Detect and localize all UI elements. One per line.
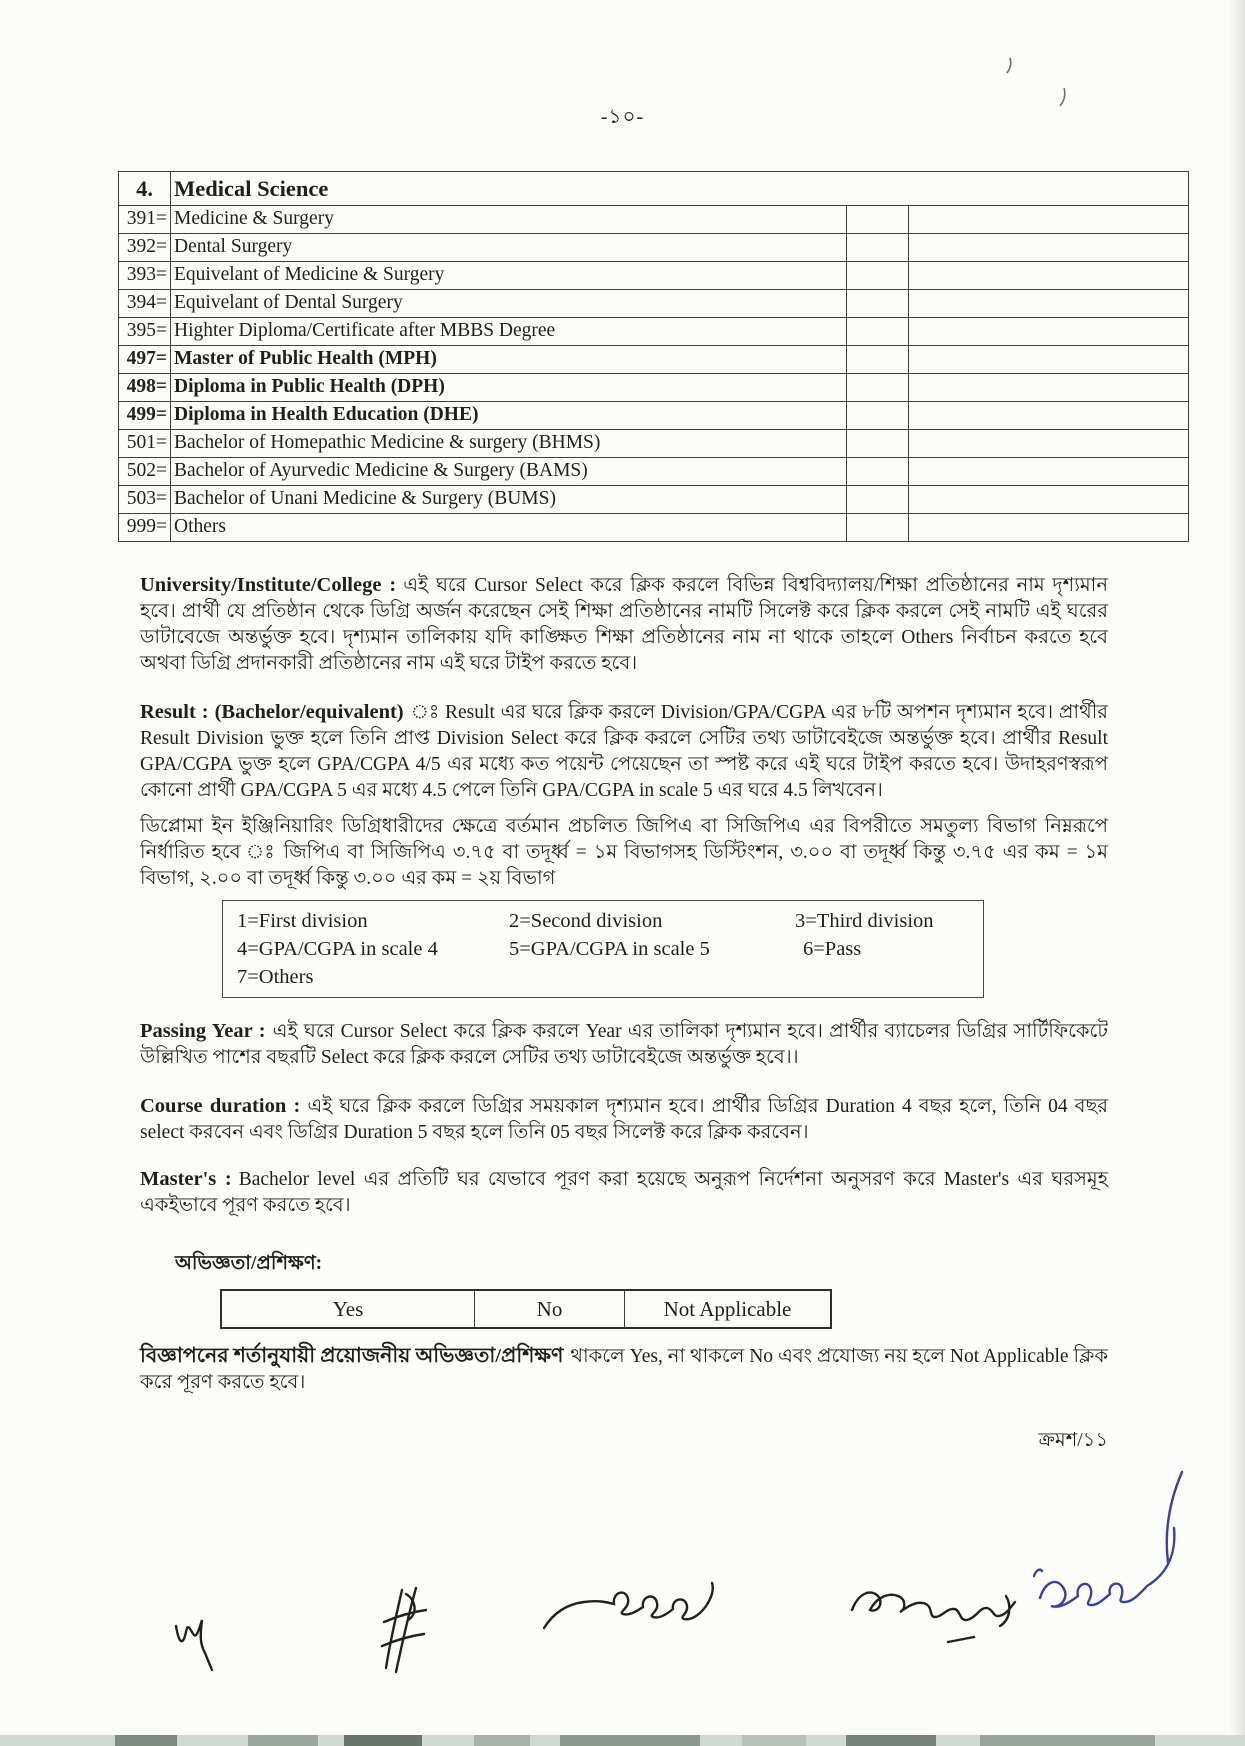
degree-name: Dental Surgery (171, 234, 847, 262)
scan-band-segment (248, 1735, 318, 1746)
empty-cell (909, 234, 1189, 262)
degree-name: Diploma in Public Health (DPH) (171, 374, 847, 402)
section-body: এই ঘরে Cursor Select করে ক্লিক করলে Year এর তালিকা দৃশ্যমান হবে। প্রার্থীর ব্যাচেলর ডিগ্রির সার্টিফিকেটে উল্লিখিত পাশের বছরটি Select করে ক্লিক করলে সেটির তথ্য ডাটাবেইজে অন্তর্ভুক্ত হবে।। (140, 1021, 1109, 1068)
degree-code: 503= (119, 486, 171, 514)
option-yes: Yes (332, 1296, 364, 1321)
section-body: Bachelor level এর প্রতিটি ঘর যেভাবে পূরণ করা হয়েছে অনুরূপ নির্দেশনা অনুসরণ করে Master's এর ঘরসমূহ একইভাবে পূরণ করতে হবে। (140, 1169, 1108, 1216)
degree-name: Bachelor of Unani Medicine & Surgery (BUMS) (171, 486, 847, 514)
pen-mark-icon (1056, 86, 1068, 113)
degree-name: Diploma in Health Education (DHE) (171, 402, 847, 430)
scan-band-segment (980, 1735, 1155, 1746)
empty-cell (847, 458, 909, 486)
result-section (140, 699, 1108, 804)
section-heading: Passing Year : (140, 1020, 266, 1042)
empty-cell (847, 206, 909, 234)
degree-code: 999= (119, 514, 171, 542)
degree-code: 498= (119, 374, 171, 402)
table-row (119, 402, 1189, 430)
empty-cell (847, 430, 909, 458)
option-not-applicable: Not Applicable (624, 1291, 830, 1327)
scan-band-segment (742, 1735, 806, 1746)
table-row (119, 346, 1189, 374)
diploma-equivalence-note (140, 814, 1108, 892)
course-duration-section (140, 1093, 1108, 1146)
section-body: এই ঘরে Cursor Select করে ক্লিক করলে বিভিন্ন বিশ্ববিদ্যালয়/শিক্ষা প্রতিষ্ঠানের নাম দৃশ্যমান হবে। প্রার্থী যে প্রতিষ্ঠান থেকে ডিগ্রি অর্জন করেছেন সেই শিক্ষা প্রতিষ্ঠানের নামটি সিলেক্ট করে ক্লিক করলে সেই নামটি এই ঘরের ডাটাবেজে অন্তর্ভুক্ত হবে। দৃশ্যমান তালিকায় যদি কাঙ্ক্ষিত শিক্ষা প্রতিষ্ঠানের নাম না থাকে তাহলে Others নির্বাচন করতে হবে অথবা ডিগ্রি প্রদানকারী প্রতিষ্ঠানের নাম এই ঘরে টাইপ করতে হবে। (140, 575, 1108, 674)
empty-cell (909, 374, 1189, 402)
page-number: -১০- (600, 106, 645, 128)
table-row (119, 290, 1189, 318)
passing-year-section (140, 1018, 1108, 1071)
empty-cell (847, 290, 909, 318)
degree-code: 499= (119, 402, 171, 430)
empty-cell (909, 402, 1189, 430)
serial-number: 4. (119, 172, 171, 206)
division-option: 7=Others (237, 966, 314, 988)
degree-code: 497= (119, 346, 171, 374)
empty-cell (909, 318, 1189, 346)
degree-code: 391= (119, 206, 171, 234)
degree-name: Medicine & Surgery (171, 206, 847, 234)
empty-cell (847, 318, 909, 346)
division-option (795, 963, 983, 991)
division-option (509, 963, 795, 991)
table-row (119, 514, 1189, 542)
empty-cell (847, 262, 909, 290)
section-heading: Result : (Bachelor/equivalent) (140, 701, 404, 723)
division-options-box (222, 900, 984, 998)
section-body: ঃ Result এর ঘরে ক্লিক করলে Division/GPA/CGPA এর ৮টি অপশন দৃশ্যমান হবে। প্রার্থীর Result Division ভুক্ত হলে তিনি প্রাপ্ত Division Select করে ক্লিক করলে সেটির তথ্য ডাটাবেইজে অন্তর্ভুক্ত হবে। প্রার্থীর Result GPA/CGPA ভুক্ত হলে GPA/CGPA 4/5 এর মধ্যে কত পয়েন্ট পেয়েছেন তা স্পষ্ট করে এই ঘরে টাইপ করতে হবে। উদাহরণস্বরূপ কোনো প্রার্থী GPA/CGPA 5 এর মধ্যে 4.5 পেলে তিনি GPA/CGPA in scale 5 এর ঘরে 4.5 লিখবেন। (140, 702, 1108, 801)
scan-edge-band (0, 1735, 1245, 1746)
degree-name: Equivelant of Dental Surgery (171, 290, 847, 318)
empty-cell (909, 514, 1189, 542)
degree-code: 393= (119, 262, 171, 290)
masters-section (140, 1166, 1108, 1219)
empty-cell (909, 458, 1189, 486)
degree-code: 394= (119, 290, 171, 318)
empty-cell (909, 262, 1189, 290)
section-heading: Course duration : (140, 1095, 301, 1117)
division-option: 2=Second division (509, 910, 663, 932)
note-lead: বিজ্ঞাপনের শর্তানুযায়ী প্রয়োজনীয় অভিজ্ঞতা/প্রশিক্ষণ (140, 1345, 564, 1367)
table-row (119, 262, 1189, 290)
scan-band-segment (344, 1735, 422, 1746)
division-option: 4=GPA/CGPA in scale 4 (237, 938, 438, 960)
empty-cell (909, 290, 1189, 318)
signature (378, 1586, 436, 1674)
degree-codes-table (118, 171, 1189, 542)
empty-cell (847, 486, 909, 514)
empty-cell (909, 206, 1189, 234)
table-row (119, 318, 1189, 346)
section-body: ডিপ্লোমা ইন ইঞ্জিনিয়ারিং ডিগ্রিধারীদের ক্ষেত্রে বর্তমান প্রচলিত জিপিএ বা সিজিপিএ এর বিপরীতে সমতুল্য বিভাগ নিম্নরূপে নির্ধারিত হবে ঃ জিপিএ বা সিজিপিএ ৩.৭৫ বা তদূর্ধ্ব = ১ম বিভাগসহ ডিস্টিংশন, ৩.০০ বা তদূর্ধ্ব কিন্তু ৩.৭৫ এর কম = ১ম বিভাগ, ২.০০ বা তদূর্ধ্ব কিন্তু ৩.০০ এর কম = ২য় বিভাগ (140, 816, 1108, 889)
table-row (119, 374, 1189, 402)
empty-cell (847, 514, 909, 542)
degree-name: Master of Public Health (MPH) (171, 346, 847, 374)
empty-cell (909, 346, 1189, 374)
table-row (119, 234, 1189, 262)
section-body: এই ঘরে ক্লিক করলে ডিগ্রির সময়কাল দৃশ্যমান হবে। প্রার্থীর ডিগ্রির Duration 4 বছর হলে, তিনি 04 বছর select করবেন এবং ডিগ্রির Duration 5 বছর হলে তিনি 05 বছর সিলেক্ট করে ক্লিক করবেন। (140, 1096, 1108, 1143)
option-no: No (474, 1291, 624, 1327)
university-section (140, 572, 1108, 677)
scan-band-segment (115, 1735, 177, 1746)
experience-training-label: অভিজ্ঞতা/প্রশিক্ষণ: (175, 1253, 323, 1274)
table-header-row (119, 172, 1189, 206)
degree-name: Highter Diploma/Certificate after MBBS Degree (171, 318, 847, 346)
degree-code: 395= (119, 318, 171, 346)
division-option: 5=GPA/CGPA in scale 5 (509, 938, 710, 960)
degree-name: Bachelor of Ayurvedic Medicine & Surgery (BAMS) (171, 458, 847, 486)
division-option: 6=Pass (803, 938, 862, 960)
scan-band-segment (474, 1735, 530, 1746)
empty-cell (847, 402, 909, 430)
continued-label: ক্রমশ/১১ (1038, 1430, 1108, 1451)
degree-name: Equivelant of Medicine & Surgery (171, 262, 847, 290)
empty-cell (909, 486, 1189, 514)
scan-band-segment (560, 1735, 700, 1746)
note-body: থাকলে Yes, না থাকলে No এবং প্রযোজ্য নয় হলে Not Applicable ক্লিক করে পূরণ করতে হবে। (140, 1346, 1108, 1393)
pen-mark-icon (1004, 56, 1014, 81)
division-option: 3=Third division (795, 910, 934, 932)
signature (848, 1566, 1026, 1661)
category-title: Medical Science (171, 172, 1189, 206)
empty-cell (909, 430, 1189, 458)
table-row (119, 458, 1189, 486)
degree-code: 392= (119, 234, 171, 262)
scan-edge-shadow (1229, 0, 1245, 1746)
signature (172, 1612, 224, 1674)
table-row (119, 430, 1189, 458)
degree-name: Bachelor of Homepathic Medicine & surgery (BHMS) (171, 430, 847, 458)
section-heading: Master's : (140, 1168, 232, 1190)
empty-cell (847, 234, 909, 262)
scan-band-segment (846, 1735, 936, 1746)
experience-note (140, 1343, 1108, 1396)
division-option: 1=First division (237, 910, 368, 932)
table-row (119, 486, 1189, 514)
experience-options-table (220, 1289, 832, 1329)
section-heading: University/Institute/College : (140, 574, 397, 596)
degree-name: Others (171, 514, 847, 542)
table-row (119, 206, 1189, 234)
signature (1030, 1466, 1205, 1661)
degree-code: 502= (119, 458, 171, 486)
empty-cell (847, 374, 909, 402)
degree-code: 501= (119, 430, 171, 458)
signature (540, 1572, 738, 1644)
empty-cell (847, 346, 909, 374)
